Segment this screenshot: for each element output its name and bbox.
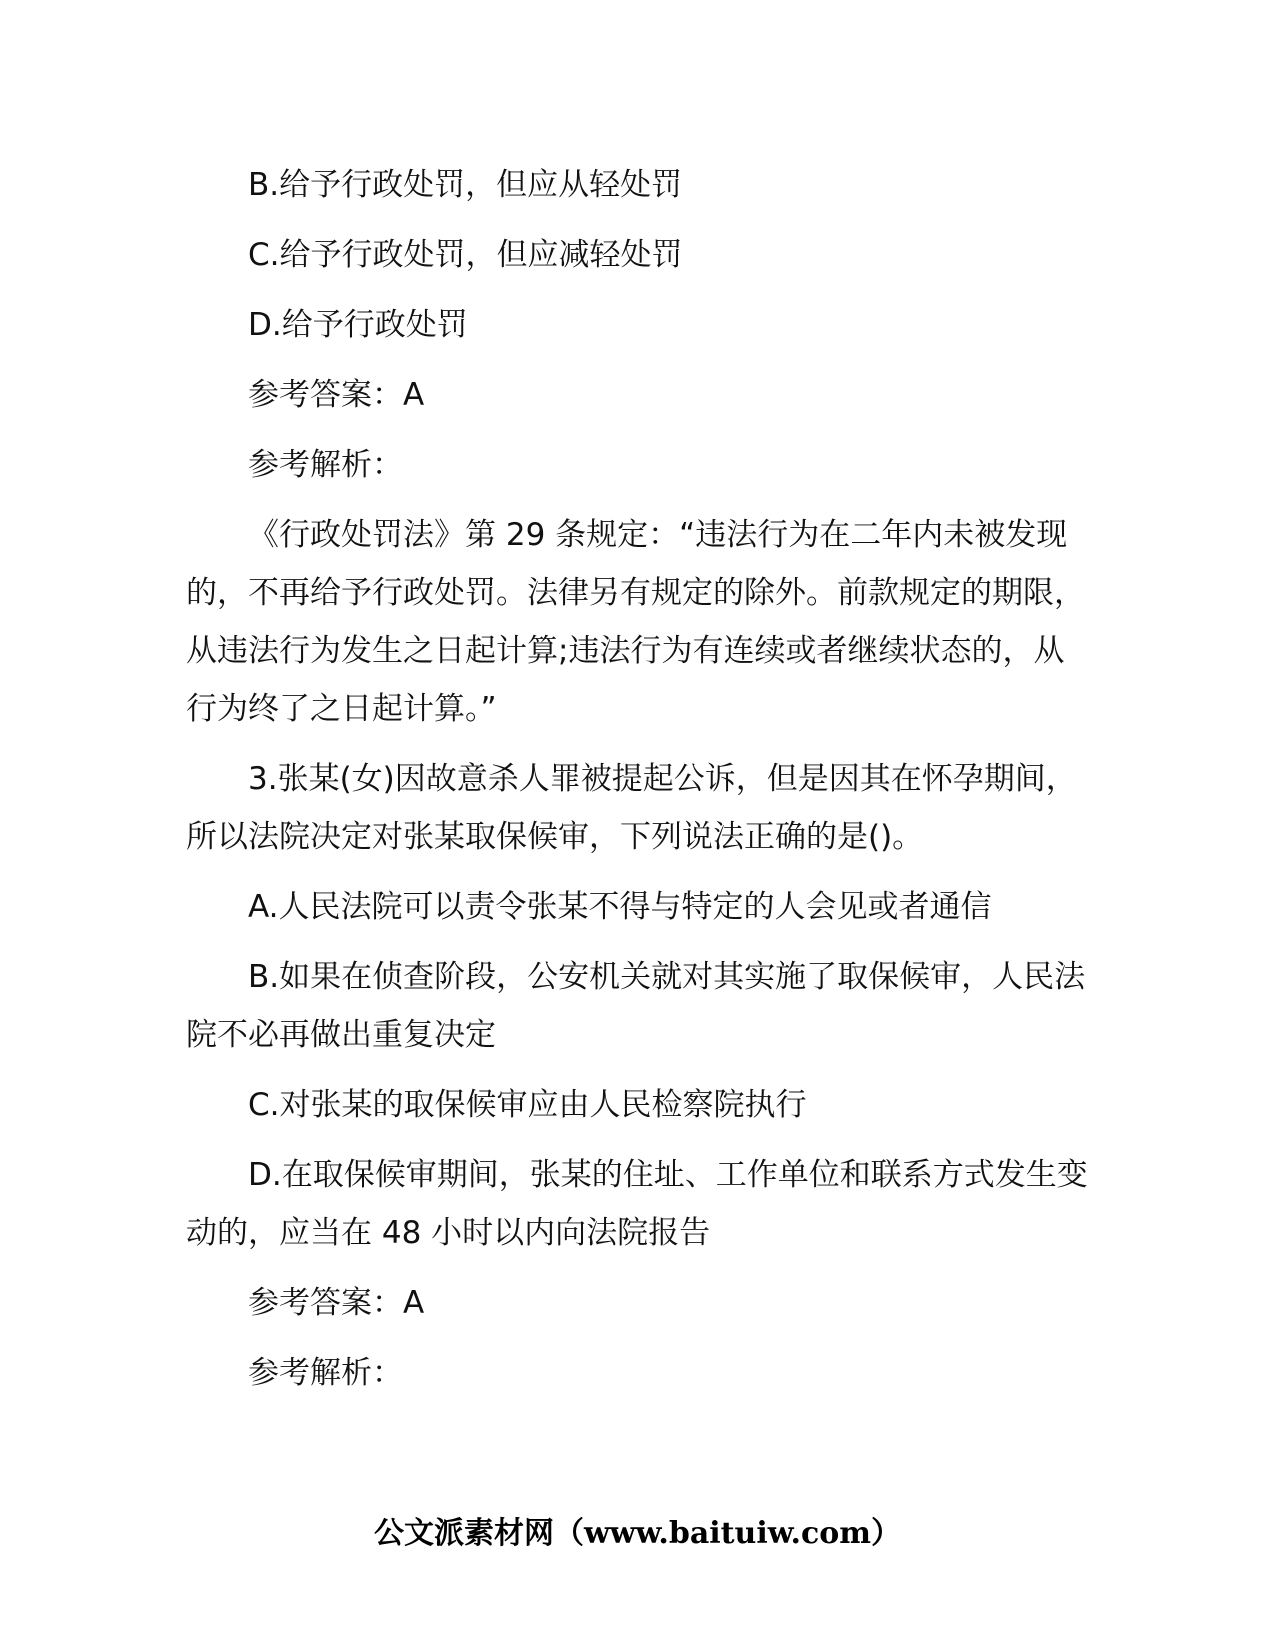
page-footer: 公文派素材网（www.baituiw.com） bbox=[373, 1516, 902, 1551]
option-c: C.给予行政处罚，但应减轻处罚 bbox=[248, 237, 683, 273]
question-3-reference-analysis-heading: 参考解析： bbox=[248, 1355, 403, 1391]
option-d: D.给予行政处罚 bbox=[248, 307, 468, 343]
document-body bbox=[186, 156, 1091, 1414]
question-3-reference-answer: 参考答案：A bbox=[248, 1285, 425, 1321]
option-b: B.给予行政处罚，但应从轻处罚 bbox=[248, 167, 683, 203]
question-3-option-b: B.如果在侦查阶段，公安机关就对其实施了取保候审，人民法院不必再做出重复决定 bbox=[186, 959, 1086, 1053]
question-3: 3.张某(女)因故意杀人罪被提起公诉，但是因其在怀孕期间，所以法院决定对张某取保候审，下列说法正确的是()。 bbox=[186, 761, 1077, 855]
analysis-text: 《行政处罚法》第 29 条规定：“违法行为在二年内未被发现的，不再给予行政处罚。法律另有规定的除外。前款规定的期限，从违法行为发生之日起计算;违法行为有连续或者继续状态的，从行为终了之日起计算。” bbox=[186, 517, 1085, 727]
question-3-option-a: A.人民法院可以责令张某不得与特定的人会见或者通信 bbox=[248, 889, 992, 925]
question-3-option-d: D.在取保候审期间，张某的住址、工作单位和联系方式发生变动的，应当在 48 小时以内向法院报告 bbox=[186, 1157, 1088, 1251]
reference-analysis-heading: 参考解析： bbox=[248, 447, 403, 483]
reference-answer: 参考答案：A bbox=[248, 377, 425, 413]
question-3-option-c: C.对张某的取保候审应由人民检察院执行 bbox=[248, 1087, 807, 1123]
